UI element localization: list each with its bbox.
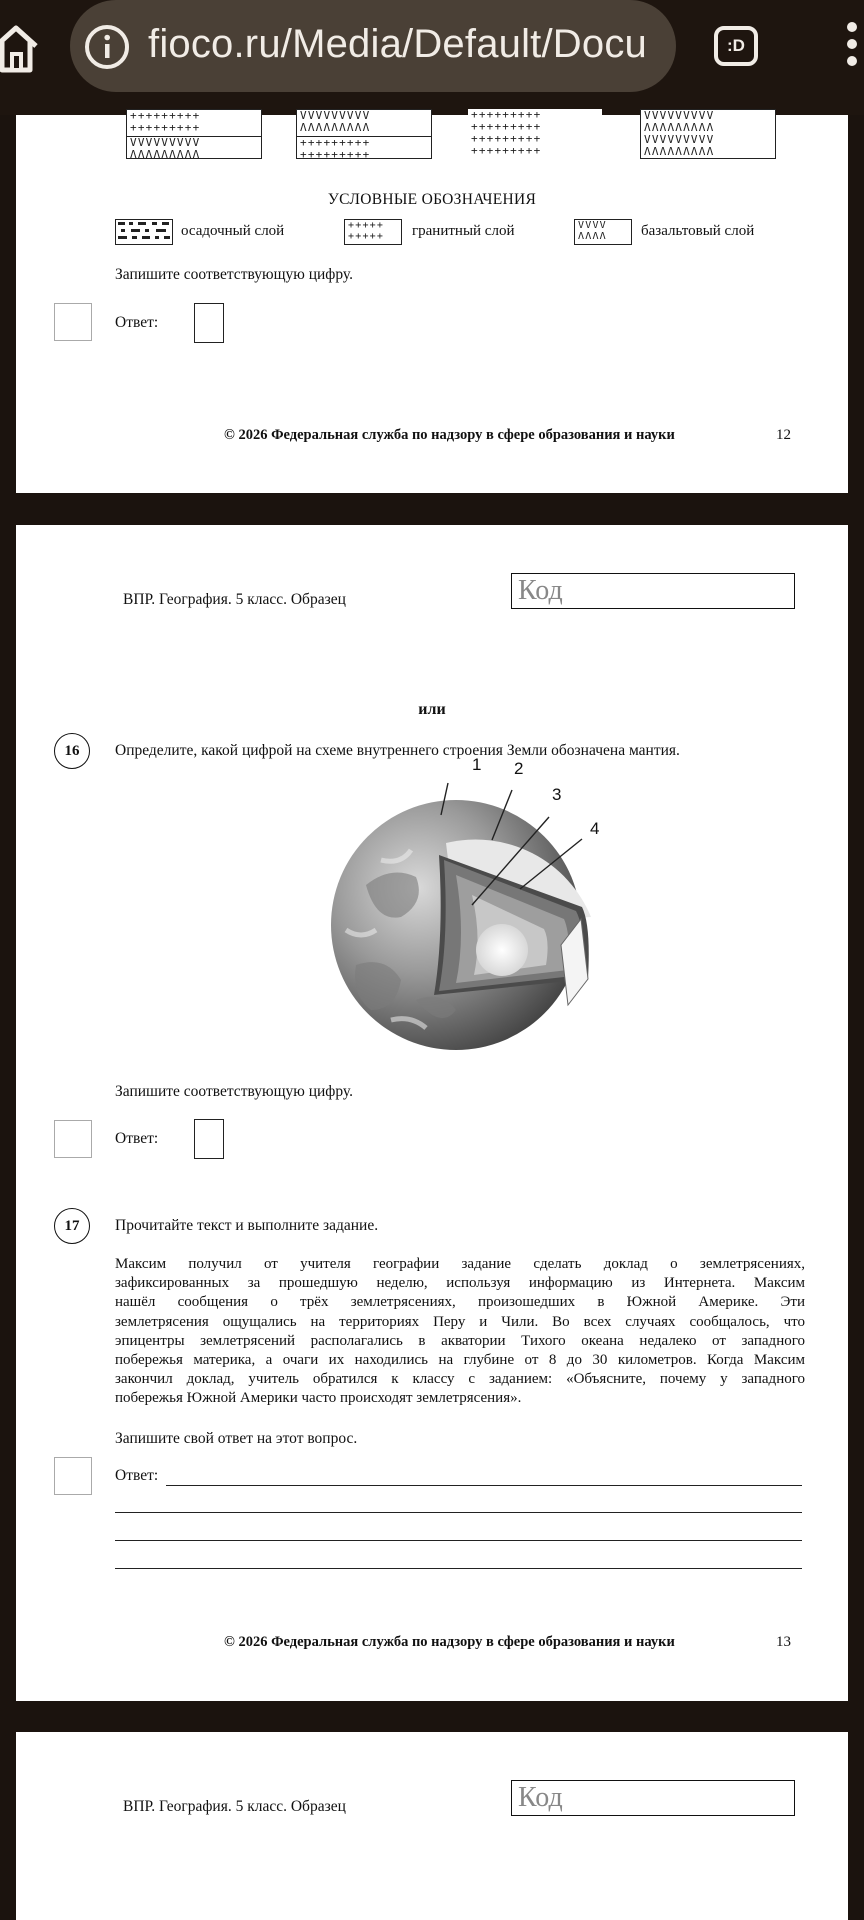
- answer-label: Ответ:: [115, 314, 159, 331]
- basalt-pattern-swatch: VVVV ΛΛΛΛ: [574, 219, 632, 245]
- question-16-text: Определите, какой цифрой на схеме внутреннего строения Земли обозначена мантия.: [115, 742, 680, 759]
- layer-scheme-3: +++++++++ +++++++++ +++++++++ +++++++++: [468, 109, 602, 157]
- answer-line[interactable]: [115, 1540, 802, 1541]
- answer-line[interactable]: [166, 1485, 802, 1486]
- diagram-label-1: 1: [472, 755, 482, 774]
- code-field[interactable]: [511, 573, 795, 609]
- q17-instruction: Запишите свой ответ на этот вопрос.: [115, 1430, 358, 1447]
- tab-count-label: :D: [727, 36, 745, 55]
- address-bar[interactable]: [70, 0, 676, 92]
- layer-scheme-1: +++++++++ +++++++++ VVVVVVVVV ΛΛΛΛΛΛΛΛΛ: [126, 109, 262, 159]
- page-number: 12: [776, 427, 791, 443]
- question-number-17: 17: [54, 1208, 90, 1244]
- passage-line: нашёл сообщения о трёх землетрясениях, произошедших в Южной Америке. Эти: [115, 1294, 805, 1311]
- passage-line: побережья материка, а очаги их находились на глубине от 8 до 30 километров. Когда Максим: [115, 1352, 805, 1369]
- passage-line: побережья Южной Америки часто происходят землетрясения».: [115, 1390, 522, 1407]
- diagram-label-2: 2: [514, 759, 524, 778]
- url-text[interactable]: fioco.ru/Media/Default/Docu: [148, 22, 647, 66]
- tabs-icon[interactable]: [714, 26, 758, 66]
- more-vert-icon[interactable]: [840, 22, 864, 72]
- passage-line: эпицентры землетрясений располагались в акватории Тихого океана недалеко от западного: [115, 1332, 805, 1349]
- layer-scheme-4: VVVVVVVVV ΛΛΛΛΛΛΛΛΛ VVVVVVVVV ΛΛΛΛΛΛΛΛΛ: [640, 109, 776, 159]
- code-label: Код: [518, 575, 563, 606]
- score-box: [54, 303, 92, 341]
- passage-line: Максим получил от учителя географии задание сделать доклад о землетрясениях,: [115, 1256, 805, 1272]
- document-page-12: [16, 109, 848, 493]
- code-label: Код: [518, 1782, 563, 1813]
- legend-basalt-label: базальтовый слой: [641, 223, 755, 239]
- answer-line[interactable]: [115, 1512, 802, 1513]
- page-footer: © 2026 Федеральная служба по надзору в сфере образования и науки: [224, 427, 675, 443]
- page-footer: © 2026 Федеральная служба по надзору в сфере образования и науки: [224, 1634, 675, 1650]
- home-icon[interactable]: [0, 18, 40, 78]
- answer-line[interactable]: [115, 1568, 802, 1569]
- page-header-title: ВПР. География. 5 класс. Образец: [123, 1798, 346, 1815]
- legend-sediment-label: осадочный слой: [181, 223, 285, 239]
- earth-structure-diagram: [306, 755, 636, 1057]
- document-page-13: [16, 525, 848, 1701]
- score-box: [54, 1457, 92, 1495]
- score-box: [54, 1120, 92, 1158]
- document-page-14: [16, 1732, 848, 1920]
- q16-answer-label: Ответ:: [115, 1130, 159, 1147]
- passage-line: землетрясения ощущались на территориях Перу и Чили. Во всех случаях сообщалось, что: [115, 1313, 805, 1330]
- browser-toolbar: [0, 0, 864, 115]
- page-number: 13: [776, 1634, 791, 1650]
- question-17-prompt: Прочитайте текст и выполните задание.: [115, 1217, 379, 1234]
- granite-pattern-swatch: +++++ +++++: [344, 219, 402, 245]
- q16-answer-box[interactable]: [194, 1119, 224, 1159]
- answer-box[interactable]: [194, 303, 224, 343]
- question-17-passage: [115, 1255, 805, 1409]
- code-field[interactable]: [511, 1780, 795, 1816]
- instruction-text: Запишите соответствующую цифру.: [115, 266, 353, 283]
- q17-answer-label: Ответ:: [115, 1467, 159, 1484]
- legend-title: УСЛОВНЫЕ ОБОЗНАЧЕНИЯ: [327, 191, 537, 208]
- info-icon[interactable]: [84, 24, 130, 70]
- sediment-pattern-swatch: [115, 219, 173, 245]
- or-separator: или: [418, 701, 446, 718]
- layer-scheme-2: VVVVVVVVV ΛΛΛΛΛΛΛΛΛ +++++++++ +++++++++: [296, 109, 432, 159]
- passage-line: зафиксированных за прошедшую неделю, используя информацию из Интернета. Максим: [115, 1275, 805, 1292]
- diagram-label-4: 4: [590, 819, 600, 838]
- question-number-16: 16: [54, 733, 90, 769]
- passage-line: закончил доклад, учитель обратился к классу с заданием: «Объясните, почему у западного: [115, 1371, 805, 1388]
- diagram-label-3: 3: [552, 785, 562, 804]
- legend-granite-label: гранитный слой: [412, 223, 515, 239]
- q16-instruction: Запишите соответствующую цифру.: [115, 1083, 353, 1100]
- page-header-title: ВПР. География. 5 класс. Образец: [123, 591, 346, 608]
